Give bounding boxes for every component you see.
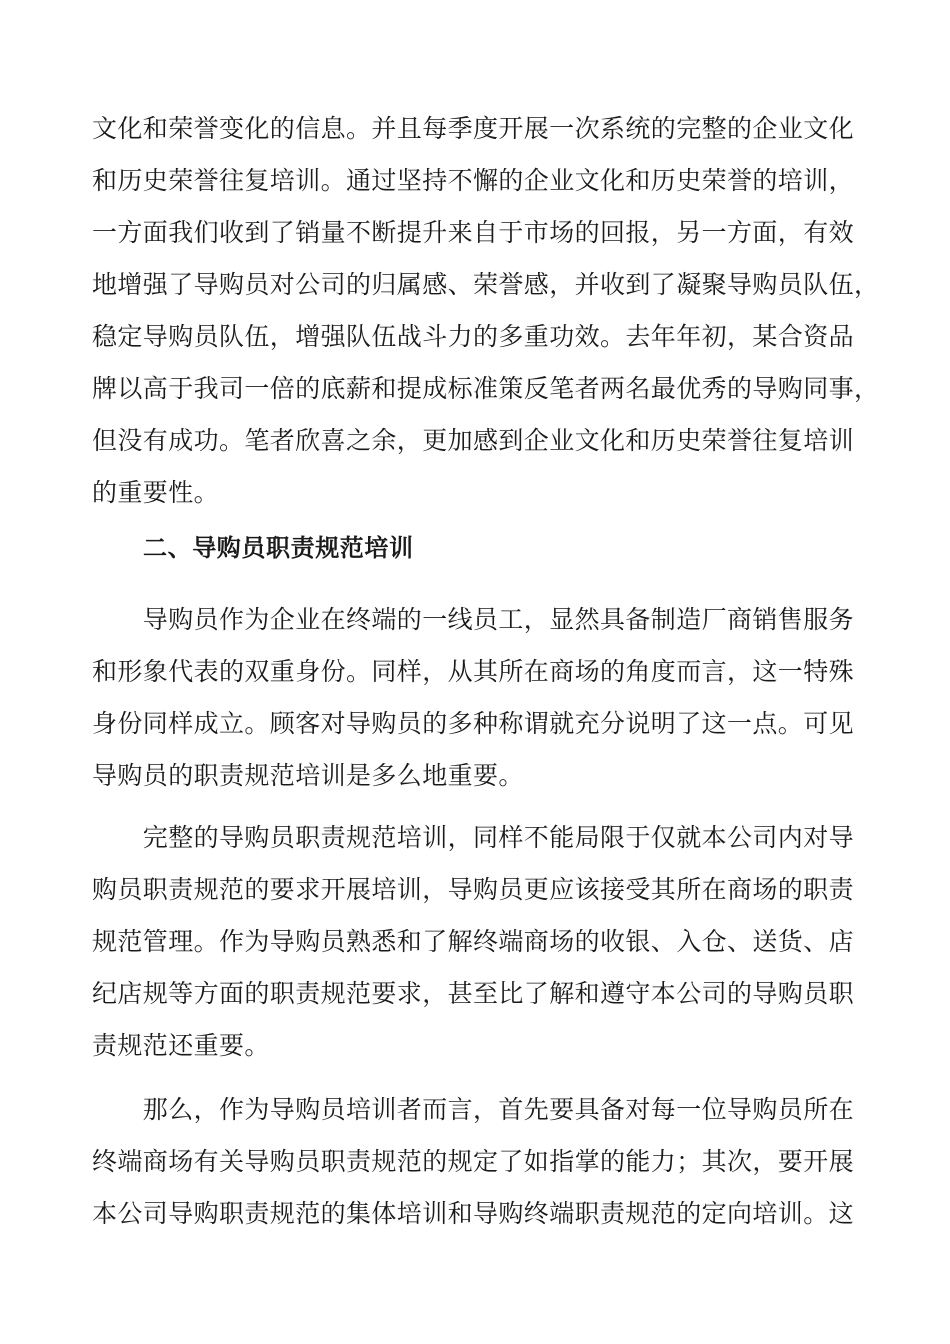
paragraph-line: 文化和荣誉变化的信息。并且每季度开展一次系统的完整的企业文化 [92, 114, 855, 143]
paragraph-line: 的重要性。 [92, 478, 220, 507]
paragraph-3 [92, 812, 872, 1072]
paragraph-line: 稳定导购员队伍，增强队伍战斗力的多重功效。去年年初，某合资品 [92, 322, 855, 351]
paragraph-line: 终端商场有关导购员职责规范的规定了如指掌的能力；其次，要开展 [92, 1147, 855, 1176]
paragraph-line: 纪店规等方面的职责规范要求，甚至比了解和遵守本公司的导购员职 [92, 979, 855, 1008]
paragraph-line: 一方面我们收到了销量不断提升来自于市场的回报，另一方面，有效 [92, 218, 855, 247]
paragraph-line: 身份同样成立。顾客对导购员的多种称谓就充分说明了这一点。可见 [92, 709, 855, 738]
paragraph-2 [92, 594, 872, 802]
paragraph-line: 牌以高于我司一倍的底薪和提成标准策反笔者两名最优秀的导购同事， [92, 374, 880, 403]
paragraph-line: 完整的导购员职责规范培训，同样不能局限于仅就本公司内对导 [92, 823, 855, 852]
paragraph-line: 和历史荣誉往复培训。通过坚持不懈的企业文化和历史荣誉的培训， [92, 166, 855, 195]
paragraph-line: 责规范还重要。 [92, 1031, 270, 1060]
paragraph-line: 购员职责规范的要求开展培训，导购员更应该接受其所在商场的职责 [92, 875, 855, 904]
paragraph-line: 导购员的职责规范培训是多么地重要。 [92, 761, 524, 790]
section-heading: 二、导购员职责规范培训 [143, 534, 414, 562]
paragraph-1 [92, 103, 880, 519]
paragraph-line: 导购员作为企业在终端的一线员工，显然具备制造厂商销售服务 [92, 605, 855, 634]
paragraph-line: 但没有成功。笔者欣喜之余，更加感到企业文化和历史荣誉往复培训 [92, 426, 855, 455]
paragraph-line: 规范管理。作为导购员熟悉和了解终端商场的收银、入仓、送货、店 [92, 927, 855, 956]
paragraph-line: 那么，作为导购员培训者而言，首先要具备对每一位导购员所在 [92, 1095, 855, 1124]
paragraph-line: 和形象代表的双重身份。同样，从其所在商场的角度而言，这一特殊 [92, 657, 855, 686]
paragraph-line: 本公司导购职责规范的集体培训和导购终端职责规范的定向培训。这 [92, 1199, 855, 1228]
paragraph-line: 地增强了导购员对公司的归属感、荣誉感，并收到了凝聚导购员队伍， [92, 270, 880, 299]
paragraph-4 [92, 1084, 872, 1240]
